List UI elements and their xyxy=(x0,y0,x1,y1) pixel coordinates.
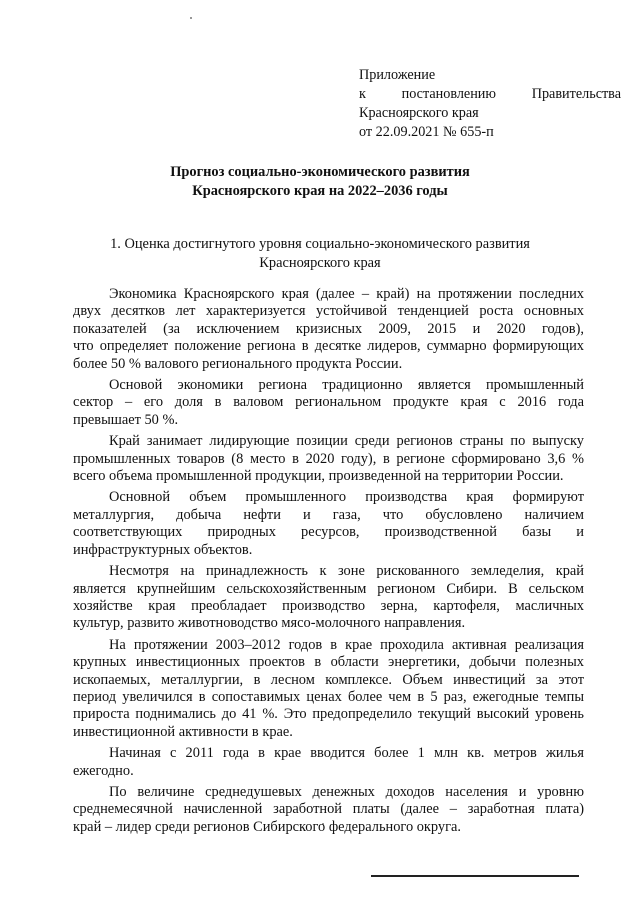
paragraph-line: что определяет положение региона в десятке лидеров, суммарно формирующих xyxy=(73,338,584,355)
paragraph-line: двух десятков лет характеризуется устойчивой тенденцией роста основных xyxy=(73,303,584,320)
paragraph-line: сектор – его доля в валовом региональном продукте края с 2016 года xyxy=(73,394,584,411)
paragraph-line: Основной объем промышленного производства края формируют xyxy=(109,489,584,506)
section-heading xyxy=(60,235,580,273)
paragraph-line: Основой экономики региона традиционно является промышленный xyxy=(109,377,584,394)
paragraph-line: металлургия, добыча нефти и газа, что обусловлено наличием xyxy=(73,506,584,523)
paragraph-line: ископаемых, металлургии, в лесном комплексе. Объем инвестиций за этот xyxy=(73,671,584,688)
paragraph-line: Начиная с 2011 года в крае вводится более 1 млн кв. метров жилья xyxy=(109,745,584,762)
paragraph xyxy=(73,784,584,836)
paragraph-line: превышает 50 %. xyxy=(73,411,179,428)
paragraph-line: На протяжении 2003–2012 годов в крае проходила активная реализация xyxy=(109,636,584,653)
paragraph-line: среднемесячной начисленной заработной платы (далее – заработная плата) xyxy=(73,801,584,818)
paragraph-line: ежегодно. xyxy=(73,762,134,779)
paragraph-line: По величине среднедушевых денежных доходов населения и уровню xyxy=(109,783,584,800)
paragraph-line: Несмотря на принадлежность к зоне рискованного земледелия, край xyxy=(109,563,584,580)
footer-rule xyxy=(371,875,579,877)
paragraph-line: период увеличился в сопоставимых ценах более чем в 5 раз, ежегодные темпы xyxy=(73,688,584,705)
annex-date-number: от 22.09.2021 № 655-п xyxy=(359,124,494,140)
scan-speck xyxy=(190,17,192,19)
document-title xyxy=(60,163,580,201)
paragraph xyxy=(73,433,584,485)
paragraph-line: культур, развито животноводство мясо-молочного направления. xyxy=(73,615,466,632)
annex-region: Красноярского края xyxy=(359,105,479,121)
paragraph-line: инфраструктурных объектов. xyxy=(73,541,253,558)
paragraph-line: инвестиционной активности в крае. xyxy=(73,723,293,740)
paragraph-line: является крупнейшим сельскохозяйственным регионом Сибири. В сельском xyxy=(73,580,584,597)
section-heading-line-1: 1. Оценка достигнутого уровня социально-экономического развития xyxy=(110,236,530,252)
paragraph xyxy=(73,637,584,741)
paragraph-line: хозяйстве края преобладает производство зерна, картофеля, масличных xyxy=(73,597,584,614)
document-title-line-1: Прогноз социально-экономического развития xyxy=(170,164,470,180)
document-title-line-2: Красноярского края на 2022–2036 годы xyxy=(192,183,448,199)
paragraph-line: соответствующих природных ресурсов, производственной базы и xyxy=(73,524,584,541)
paragraph-line: более 50 % валового регионального продукта России. xyxy=(73,355,403,372)
body-text xyxy=(73,286,584,840)
paragraph xyxy=(73,489,584,559)
paragraph-line: всего объема промышленной продукции, произведенной на территории России. xyxy=(73,468,564,485)
paragraph-line: крупных инвестиционных проектов в области энергетики, добычи полезных xyxy=(73,654,584,671)
paragraph-line: прироста поднимались до 41 %. Это предопределило текущий высокий уровень xyxy=(73,706,584,723)
paragraph-line: край – лидер среди регионов Сибирского федерального округа. xyxy=(73,818,462,835)
paragraph xyxy=(73,563,584,633)
paragraph xyxy=(73,286,584,373)
paragraph xyxy=(73,377,584,429)
annex-header xyxy=(359,66,621,142)
annex-label: Приложение xyxy=(359,67,436,83)
paragraph xyxy=(73,745,584,780)
annex-resolution-ref: к постановлению Правительства xyxy=(359,86,621,102)
paragraph-line: Экономика Красноярского края (далее – край) на протяжении последних xyxy=(109,286,584,302)
paragraph-line: промышленных товаров (8 место в 2020 году), в регионе сформировано 3,6 % xyxy=(73,450,584,467)
paragraph-line: показателей (за исключением кризисных 2009, 2015 и 2020 годов), xyxy=(73,320,584,337)
paragraph-line: Край занимает лидирующие позиции среди регионов страны по выпуску xyxy=(109,433,584,450)
section-heading-line-2: Красноярского края xyxy=(259,255,381,271)
